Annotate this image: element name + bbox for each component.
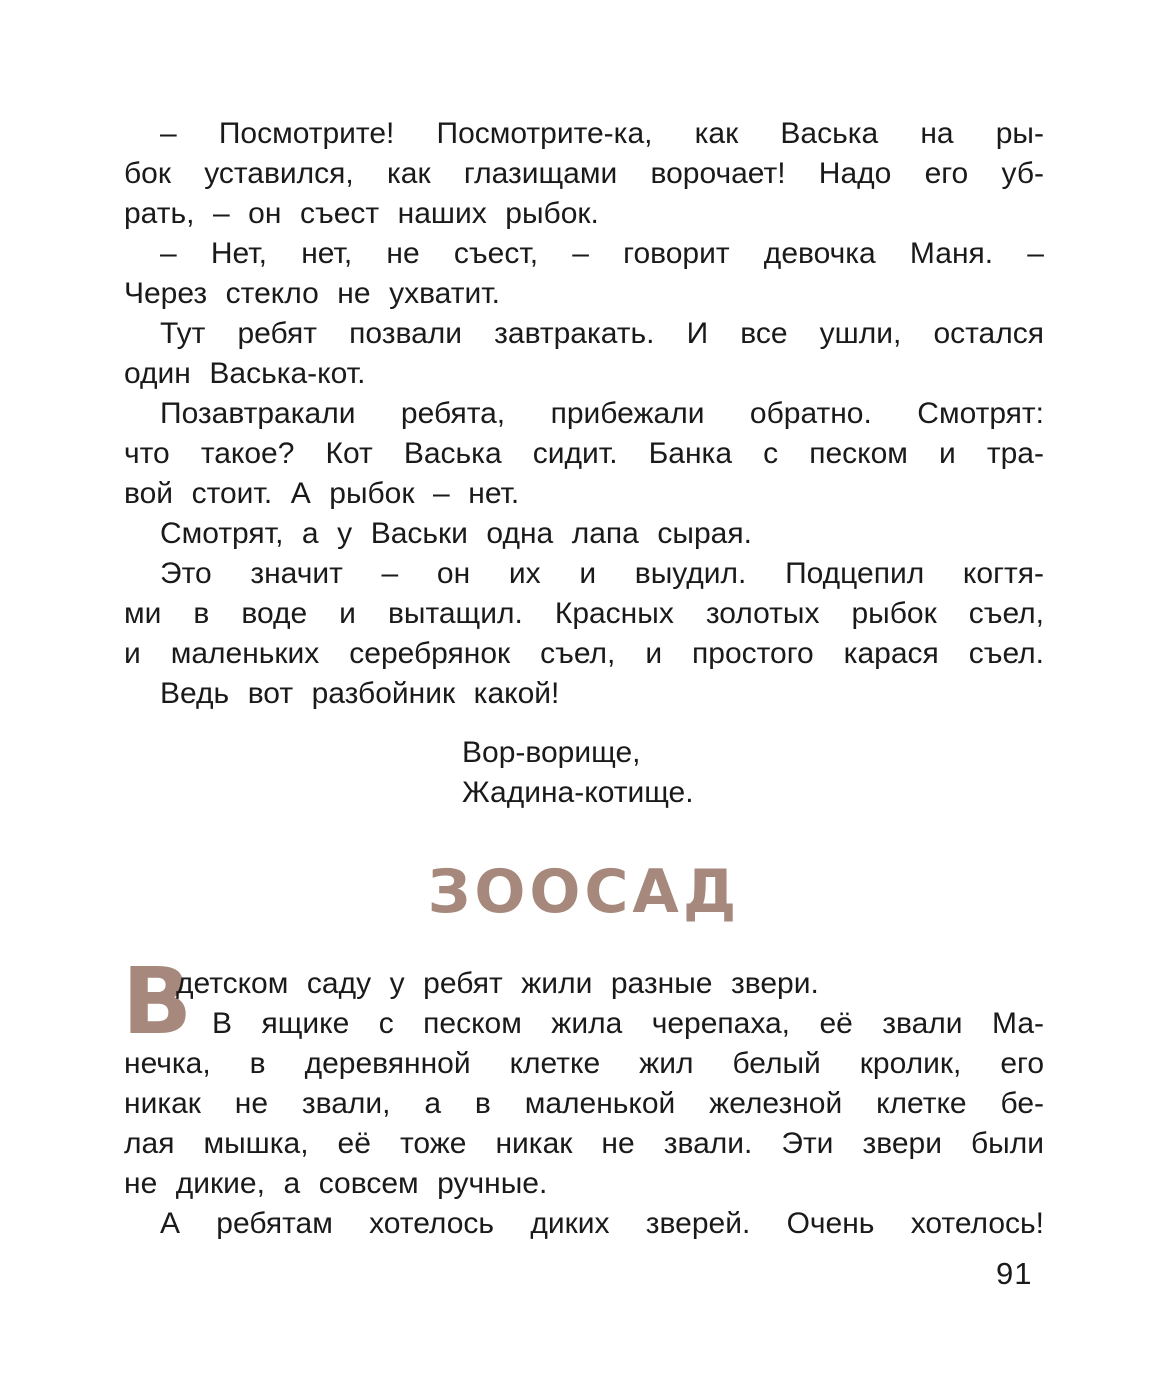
text-line: бок уставился, как глазищами ворочает! Надо его уб- bbox=[124, 157, 1044, 190]
story-text-block-fish-thief bbox=[124, 114, 1044, 714]
text-line: – Посмотрите! Посмотрите-ка, как Васька на ры- bbox=[160, 117, 1044, 150]
text-line: что такое? Кот Васька сидит. Банка с песком и тра- bbox=[124, 437, 1044, 470]
text-line: А ребятам хотелось диких зверей. Очень хотелось! bbox=[160, 1207, 1044, 1240]
text-line: – Нет, нет, не съест, – говорит девочка Маня. – bbox=[160, 237, 1044, 270]
drop-cap-letter: В bbox=[122, 948, 193, 1055]
text-line: Тут ребят позвали завтракать. И все ушли, остался bbox=[160, 317, 1044, 350]
text-line: лая мышка, её тоже никак не звали. Эти звери были bbox=[124, 1127, 1044, 1160]
text-line: вой стоит. А рыбок – нет. bbox=[124, 477, 520, 510]
chapter-title: ЗООСАД bbox=[427, 857, 741, 927]
story-text-block-zoosad bbox=[124, 964, 1044, 1244]
text-line: Позавтракали ребята, прибежали обратно. Смотрят: bbox=[160, 397, 1044, 430]
page-number: 91 bbox=[996, 1256, 1033, 1291]
text-line: ми в воде и вытащил. Красных золотых рыбок съел, bbox=[124, 597, 1044, 630]
text-line: Вор-ворище, bbox=[462, 736, 641, 769]
text-line: не дикие, а совсем ручные. bbox=[124, 1167, 548, 1200]
text-line: Это значит – он их и выудил. Подцепил когтя- bbox=[160, 557, 1044, 590]
text-line: Ведь вот разбойник какой! bbox=[160, 677, 560, 710]
text-line: один Васька-кот. bbox=[124, 357, 366, 390]
text-line: Смотрят, а у Васьки одна лапа сырая. bbox=[160, 517, 752, 550]
text-line: В ящике с песком жила черепаха, её звали Ма- bbox=[212, 1007, 1044, 1040]
text-line: рать, – он съест наших рыбок. bbox=[124, 197, 599, 230]
text-line: Через стекло не ухватит. bbox=[124, 277, 500, 310]
text-line: нечка, в деревянной клетке жил белый кролик, его bbox=[124, 1047, 1044, 1080]
verse-block bbox=[462, 733, 694, 813]
text-line: детском саду у ребят жили разные звери. bbox=[176, 967, 819, 1000]
text-line: никак не звали, а в маленькой железной клетке бе- bbox=[124, 1087, 1044, 1120]
text-line: и маленьких серебрянок съел, и простого карася съел. bbox=[124, 637, 1044, 670]
text-line: Жадина-котище. bbox=[462, 776, 694, 809]
